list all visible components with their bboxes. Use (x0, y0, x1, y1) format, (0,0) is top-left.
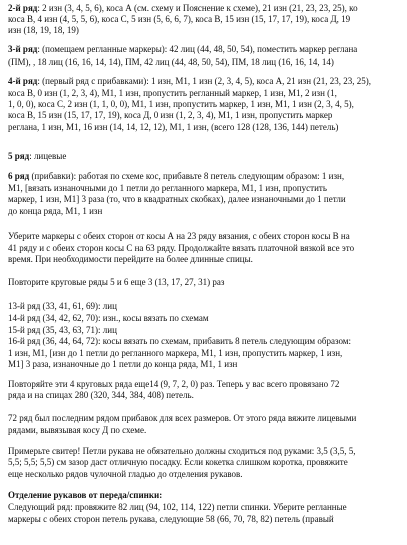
line-text: 1, 0, 0), коса С, 2 изн (1, 1, 0, 0), М1, 1 изн, пропустить маркер, 1 изн, М1, 1 изн (2, 3, 4, 5), (8, 99, 354, 109)
text-line (8, 446, 356, 458)
text-line (8, 122, 338, 134)
line-text: Повторите круговые ряды 5 и 6 еще 3 (13, 17, 27, 31) раз (8, 277, 225, 287)
text-line (8, 490, 162, 502)
line-text: (ПМ), , 18 лиц (16, 16, 14, 14), ПМ, 42 лиц (44, 48, 50, 54), ПМ, 18 лиц (16, 16, 14, 14) (8, 57, 334, 67)
line-text: 13-й ряд (33, 41, 61, 69): лиц (8, 301, 117, 311)
line-text: маркеры с обеих сторон петель рукава, следующие 58 (66, 70, 78, 82) петель (правый (8, 514, 334, 524)
text-line (8, 99, 354, 111)
line-text: M1] 3 раза, изнаночные до 1 петли до конца ряда, M1, 1 изн (8, 359, 238, 369)
text-line (8, 171, 344, 183)
text-line (8, 3, 358, 15)
text-line (8, 25, 79, 37)
line-text: время. При необходимости перейдите на более длинные спицы. (8, 254, 253, 264)
line-text: коса В, 4 изн (4, 5, 5, 6), коса С, 5 изн (5, 6, 6, 7), коса В, 15 изн (15, 17, 17, 19), коса Д, 19 (8, 14, 351, 24)
text-line (8, 44, 357, 56)
line-text: Уберите маркеры с обеих сторон от косы А на 23 ряду вязания, с обеих сторон косы В на (8, 231, 350, 241)
text-line (8, 206, 102, 218)
text-line (8, 390, 194, 402)
line-text: коса В, 0 изн (1, 2, 3, 4), М1, 1 изн, пропустить регланный маркер, 1 изн, М1, 2 изн (1, (8, 88, 337, 98)
text-line (8, 313, 209, 325)
row-heading: Отделение рукавов от переда/спинки: (8, 490, 163, 500)
line-text: 5,5; 5,5; 5,5) см зазор даст отличную посадку. Если кокетка слишком коротка, провяжите (8, 457, 348, 467)
line-text: : лицевые (29, 151, 67, 161)
line-text: до конца ряда, М1, 1 изн (8, 206, 103, 216)
line-text: маркер, 1 изн, М1] 3 раза (то, что в квадратных скобках), далее изнаночными до 1 петли (8, 194, 346, 204)
text-line (8, 379, 339, 391)
line-text: Следующий ряд: провяжите 82 лиц (94, 102, 114, 122) петли спинки. Уберите регланные (8, 502, 347, 512)
text-line (8, 254, 253, 266)
text-line (8, 183, 327, 195)
text-line (8, 57, 334, 69)
line-text: 15-й ряд (35, 43, 63, 71): лиц (8, 325, 117, 335)
text-line (8, 194, 346, 206)
line-text: 14-й ряд (34, 42, 62, 70): изн., косы вязать по схемам (8, 313, 209, 323)
line-text: М1, [вязать изнаночными до 1 петли до регланного маркера, М1, 1 изн, пропустить (8, 183, 327, 193)
row-heading: 6 ряд (8, 171, 30, 181)
text-line (8, 469, 243, 481)
line-text: изн (18, 19, 18, 19) (8, 25, 79, 35)
line-text: Примерьте свитер! Петли рукава не обязательно должны сходиться под руками: 3,5 (3,5, 5, (8, 446, 356, 456)
text-line (8, 325, 117, 337)
text-line (8, 514, 334, 526)
text-line (8, 457, 348, 469)
line-text: коса В, 15 изн (15, 17, 17, 19), коса Д, 0 изн (1, 2, 3, 4), М1, 1 изн, пропустить маркер (8, 110, 333, 120)
line-text: : (помещаем регланные маркеры): 42 лиц (44, 48, 50, 54), поместить маркер реглана (37, 44, 358, 54)
text-line (8, 14, 350, 26)
line-text: : 2 изн (3, 4, 5, 6), коса А (см. схему и Пояснение к схеме), 21 изн (21, 23, 23, 25), ко (37, 3, 358, 13)
text-line (8, 425, 146, 437)
text-line (8, 110, 332, 122)
line-text: еще несколько рядов чулочной гладью до отделения рукавов. (8, 469, 243, 479)
line-text: реглана, 1 изн, М1, 16 изн (14, 14, 12, 12), М1, 1 изн, (всего 128 (128, 136, 144) петель) (8, 122, 339, 132)
line-text: 41 ряду и с обеих сторон косы С на 63 ряду. Продолжайте вязать платочной вязкой все это (8, 243, 355, 253)
line-text: : (первый ряд с прибавками): 1 изн, М1, 1 изн (2, 3, 4, 5), коса А, 21 изн (21, 23, 23, 25), (37, 76, 371, 86)
text-line (8, 76, 371, 88)
line-text: Повторяйте эти 4 круговых ряда еще14 (9, 7, 2, 0) раз. Теперь у вас всего провязано 72 (8, 379, 340, 389)
text-line (8, 336, 351, 348)
line-text: 16-й ряд (36, 44, 64, 72): косы вязать по схемам, прибавить 8 петель следующим образом: (8, 336, 351, 346)
text-line (8, 359, 237, 371)
text-line (8, 413, 356, 425)
text-line (8, 277, 224, 289)
row-heading: 4-й ряд (8, 76, 38, 86)
line-text: рядами, вывязывая косу Д по схеме. (8, 425, 147, 435)
line-text: 1 изн, M1, [изн до 1 петли до регланного маркера, M1, 1 изн, пропустить маркер, 1 изн, (8, 348, 343, 358)
text-line (8, 502, 347, 514)
text-line (8, 88, 337, 100)
text-line (8, 151, 66, 163)
text-line (8, 243, 354, 255)
text-line (8, 348, 342, 360)
text-line (8, 301, 117, 313)
line-text: ряда и на спицах 280 (320, 344, 384, 408) петель. (8, 390, 194, 400)
row-heading: 5 ряд (8, 151, 30, 161)
text-line (8, 231, 350, 243)
line-text: (прибавки): работая по схеме кос, прибавьте 8 петель следующим образом: 1 изн, (29, 171, 345, 181)
line-text: 72 ряд был последним рядом прибавок для всех размеров. От этого ряда вяжите лицевыми (8, 413, 357, 423)
row-heading: 3-й ряд (8, 44, 38, 54)
row-heading: 2-й ряд (8, 3, 38, 13)
